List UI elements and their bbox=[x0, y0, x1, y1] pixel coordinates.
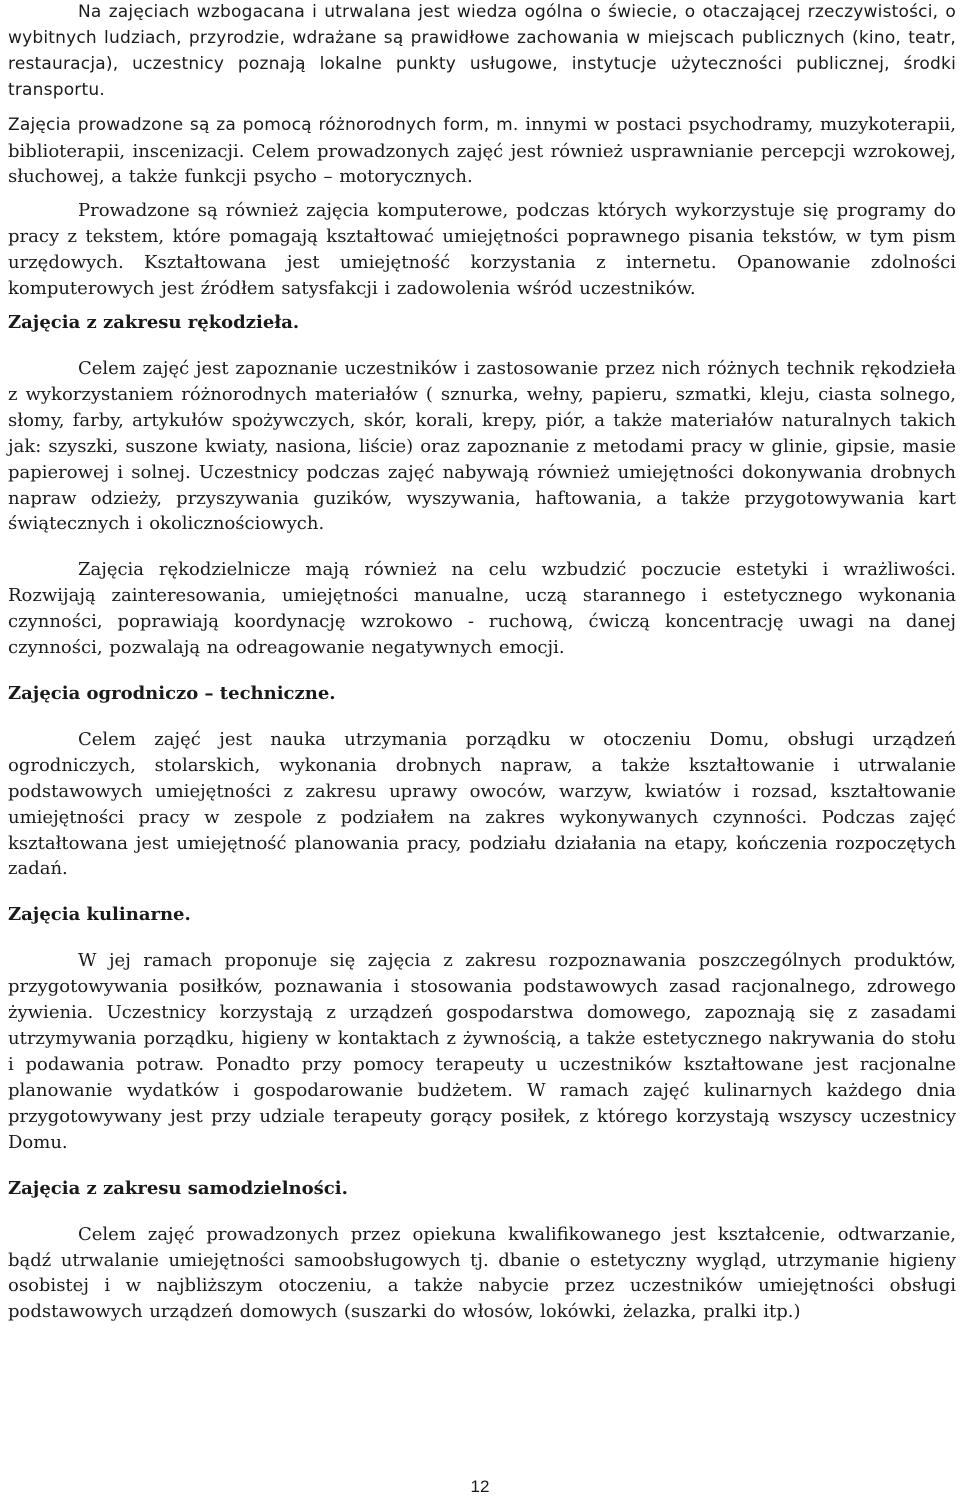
heading-gardening: Zajęcia ogrodniczo – techniczne. bbox=[8, 682, 336, 704]
spacer bbox=[8, 537, 956, 557]
paragraph-gardening-goal: Celem zajęć jest nauka utrzymania porządku w otoczeniu Domu, obsługi urządzeń ogrodniczych, stolarskich, wykonania drobnych napraw, a także kształtowanie i utrwalanie podstawowych umiejętności z zakresu uprawy owoców, warzyw, kwiatów i rozsad, kształtowanie umiejętności pracy w zespole z podziałem na zakres wykonywanych czynności. Podczas zajęć kształtowana jest umiejętność planowania pracy, podziału działania na etapy, kończenia rozpoczętych zadań. bbox=[8, 728, 956, 880]
spacer bbox=[8, 336, 956, 356]
paragraph-forms-rest: innymi w postaci psychodramy, muzykoterapii, biblioterapii, inscenizacji. Celem prowadzonych zajęć jest również usprawnianie percepcji wzrokowej, słuchowej, a także funkcji psycho – motorycznych. bbox=[8, 113, 956, 188]
paragraph-computer-classes: Prowadzone są również zajęcia komputerowe, podczas których wykorzystuje się programy do pracy z tekstem, które pomagają kształtować umiejętności poprawnego pisania tekstów, w tym pism urzędowych. Kształtowana jest umiejętność korzystania z internetu. Opanowanie zdolności komputerowych jest źródłem satysfakcji i zadowolenia wśród uczestników. bbox=[8, 200, 956, 300]
paragraph-independence: Celem zajęć prowadzonych przez opiekuna kwalifikowanego jest kształcenie, odtwarzanie, bądź utrwalanie umiejętności samoobsługowych tj. dbanie o estetyczny wygląd, utrzymanie higieny osobistej i w najbliższym otoczeniu, a także nabycie przez uczestników umiejętności obsługi podstawowych urządzeń domowych (suszarki do włosów, lokówki, żelazka, pralki itp.) bbox=[8, 1223, 956, 1323]
heading-independence: Zajęcia z zakresu samodzielności. bbox=[8, 1177, 348, 1199]
spacer bbox=[8, 1156, 956, 1176]
spacer bbox=[8, 707, 956, 727]
paragraph-forms-lead: Zajęcia prowadzone są za pomocą różnorodnych form, m. bbox=[8, 114, 519, 135]
spacer bbox=[8, 302, 956, 310]
document-page bbox=[8, 0, 956, 1325]
paragraph-general-knowledge: Na zajęciach wzbogacana i utrwalana jest wiedza ogólna o świecie, o otaczającej rzeczywistości, o wybitnych ludziach, przyrodzie, wdrażane są prawidłowe zachowania w miejscach publicznych (kino, teatr, restauracja), uczestnicy poznają lokalne punkty usługowe, instytucje użyteczności publicznej, środki transportu. bbox=[8, 2, 956, 100]
heading-handicraft: Zajęcia z zakresu rękodzieła. bbox=[8, 311, 300, 333]
paragraph-handicraft-benefits: Zajęcia rękodzielnicze mają również na celu wzbudzić poczucie estetyki i wrażliwości. Rozwijają zainteresowania, umiejętności manualne, uczą starannego i estetycznego wykonania czynności, poprawiają koordynację wzrokowo - ruchową, ćwiczą koncentrację uwagi na danej czynności, pozwalają na odreagowanie negatywnych emocji. bbox=[8, 559, 956, 659]
paragraph-handicraft-goal: Celem zajęć jest zapoznanie uczestników i zastosowanie przez nich różnych technik rękodzieła z wykorzystaniem różnorodnych materiałów ( sznurka, wełny, papieru, szmatki, kleju, ciasta solnego, słomy, farby, artykułów spożywczych, skór, korali, krepy, piór, a także materiałów naturalnych takich jak: szyszki, suszone kwiaty, nasiona, liście) oraz zapoznanie z metodami pracy w glinie, gipsie, masie papierowej i solnej. Uczestnicy podczas zajęć nabywają również umiejętności dokonywania drobnych napraw odzieży, przyszywania guzików, wyszywania, haftowania, a także przygotowywania kart świątecznych i okolicznościowych. bbox=[8, 357, 956, 535]
spacer bbox=[8, 104, 956, 112]
page-number: 12 bbox=[470, 1477, 490, 1496]
spacer bbox=[8, 190, 956, 198]
heading-cooking: Zajęcia kulinarne. bbox=[8, 904, 191, 926]
spacer bbox=[8, 928, 956, 948]
spacer bbox=[8, 661, 956, 681]
spacer bbox=[8, 1202, 956, 1222]
spacer bbox=[8, 882, 956, 902]
paragraph-cooking: W jej ramach proponuje się zajęcia z zakresu rozpoznawania poszczególnych produktów, przygotowywania posiłków, poznawania i stosowania podstawowych zasad racjonalnego, zdrowego żywienia. Uczestnicy korzystają z urządzeń gospodarstwa domowego, zapoznają się z zasadami utrzymywania porządku, higieny w kontaktach z żywnością, a także estetycznego nakrywania do stołu i podawania potraw. Ponadto przy pomocy terapeuty u uczestników kształtowane jest racjonalne planowanie wydatków i gospodarowanie budżetem. W ramach zajęć kulinarnych każdego dnia przygotowywany jest przy udziale terapeuty gorący posiłek, z którego korzystają wszyscy uczestnicy Domu. bbox=[8, 950, 956, 1153]
paragraph-forms bbox=[8, 112, 956, 191]
